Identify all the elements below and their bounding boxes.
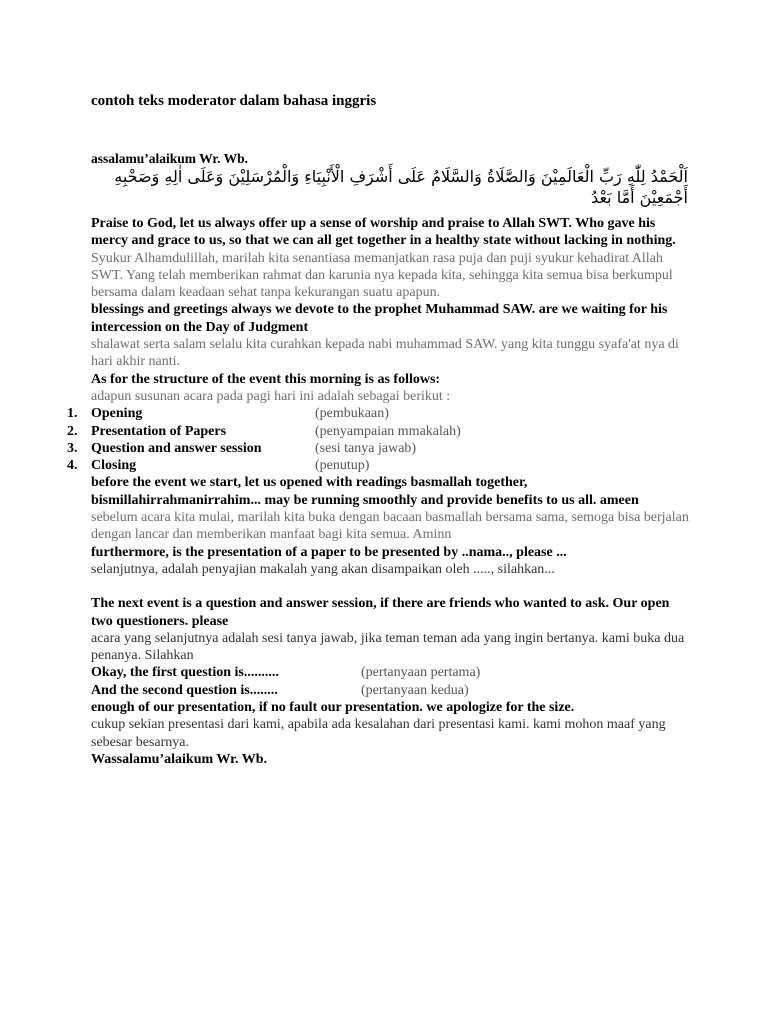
document-body: [67, 215, 691, 768]
para5-indonesian: acara yang selanjutnya adalah sesi tanya jawab, jika teman teman ada yang ingin bertanya. kami buka dua penanya. Silahkan: [91, 630, 685, 664]
para1-indonesian: Syukur Alhamdulillah, marilah kita senantiasa memanjatkan rasa puja dan puji syukur kehadirat Allah SWT. Yang telah memberikan rahmat dan karunia nya kepada kita, sehingga kita semua bisa berkumpul bersama dalam keadaan sehat tanpa kekurangan suatu apapun.: [91, 250, 673, 301]
para3-indonesian: sebelum acara kita mulai, marilah kita buka dengan bacaan basmallah bersama sama, semoga bisa berjalan dengan lancar dan memberikan manfaat bagi kita semua. Aminn: [91, 510, 689, 543]
para3-english: before the event we start, let us opened with readings basmallah together, bismillahirrahmanirrahim... may be running smoothly and provide benefits to us all. ameen: [91, 475, 639, 508]
para1-english: Praise to God, let us always offer up a sense of worship and praise to Allah SWT. Who gave his mercy and grace to us, so that we can all get together in a healthy state without lacking in nothing.: [91, 216, 676, 249]
structure-indonesian: adapun susunan acara pada pagi hari ini adalah sebagai berikut :: [91, 388, 451, 404]
structure-english: As for the structure of the event this morning is as follows:: [91, 371, 441, 387]
para6-english: enough of our presentation, if no fault our presentation. we apologize for the size.: [91, 700, 575, 716]
question-line: And the second question is........ (pertanyaan kedua): [91, 682, 469, 698]
question-line: Okay, the first question is.......... (pertanyaan pertama): [91, 665, 481, 681]
list-item: 1. Opening (pembukaan): [67, 406, 389, 422]
para4-english: furthermore, is the presentation of a paper to be presented by ..nama.., please ...: [91, 544, 567, 560]
agenda-list: [67, 405, 691, 474]
spacer: [91, 578, 691, 595]
para6-indonesian: cukup sekian presentasi dari kami, apabila ada kesalahan dari presentasi kami. kami mohon maaf yang sebesar besarnya.: [91, 717, 666, 750]
closing-greeting: Wassalamu’alaikum Wr. Wb.: [91, 751, 268, 767]
list-item: 3. Question and answer session (sesi tanya jawab): [67, 440, 417, 456]
list-item: 2. Presentation of Papers (penyampaian mmakalah): [67, 423, 461, 439]
list-item: 4. Closing (penutup): [67, 458, 370, 474]
document-title: contoh teks moderator dalam bahasa inggris: [91, 93, 377, 109]
para2-english: blessings and greetings always we devote to the prophet Muhammad SAW. are we waiting for his intercession on the Day of Judgment: [91, 302, 668, 335]
para2-indonesian: shalawat serta salam selalu kita curahkan kepada nabi muhammad SAW. yang kita tunggu syafa'at nya di hari akhir nanti.: [91, 337, 679, 370]
arabic-praise-text: اَلْحَمْدُ لِلّٰهِ رَبِّ الْعَالَمِيْنَ وَالصَّلَاةُ وَالسَّلَامُ عَلَى أَشْرَفِ الْأَنْبِيَاءِ وَالْمُرْسَلِيْنَ وَعَلَى اٰلِهِ وَصَحْبِهِ أَجْمَعِيْنَ أَمَّا بَعْدُ: [114, 167, 688, 207]
opening-greeting: assalamu’alaikum Wr. Wb.: [91, 151, 249, 166]
para4-indonesian: selanjutnya, adalah penyajian makalah yang akan disampaikan oleh ....., silahkan...: [91, 561, 555, 577]
para5-english: The next event is a question and answer session, if there are friends who wanted to ask. Our open two questioners. please: [91, 596, 670, 629]
